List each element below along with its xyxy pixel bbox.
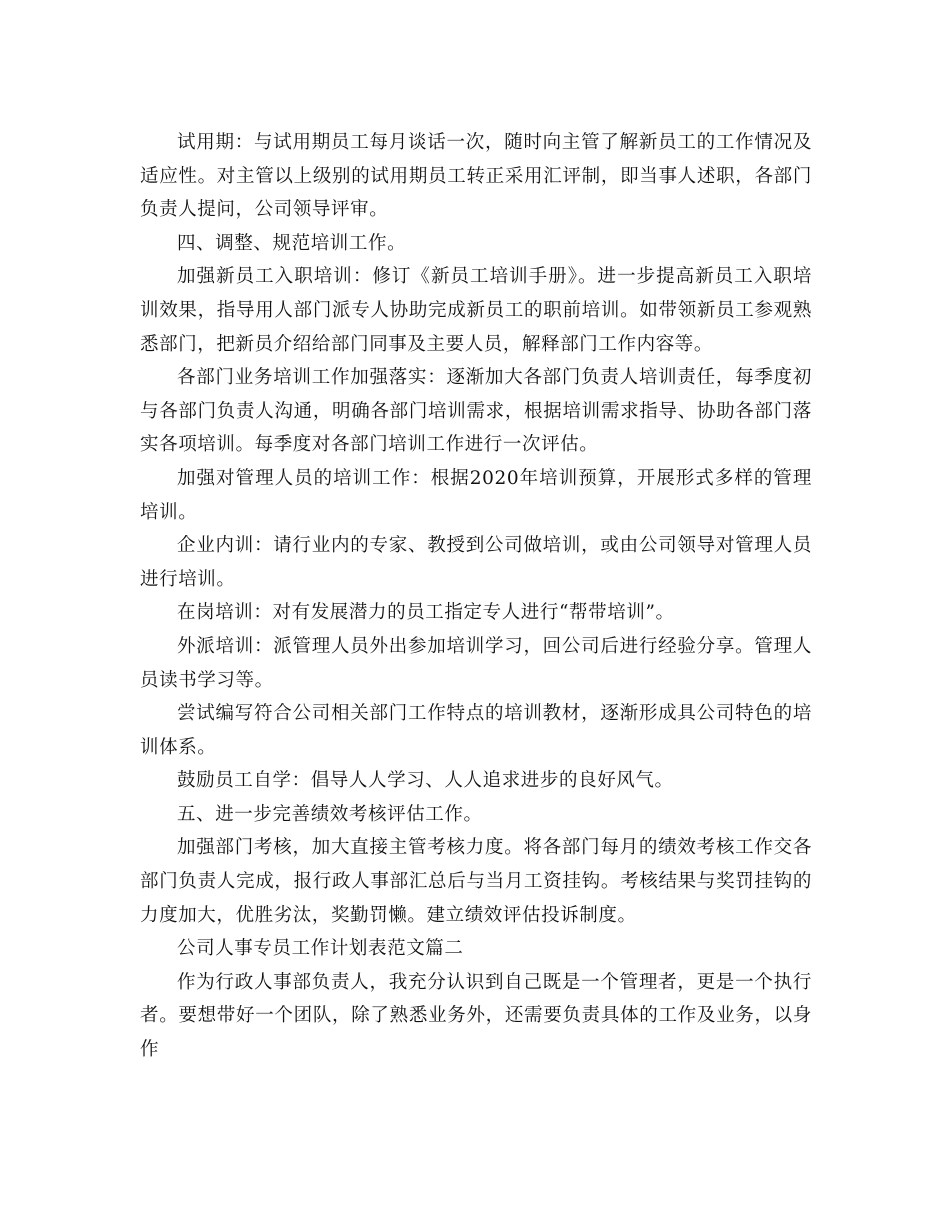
paragraph-external-training: 外派培训：派管理人员外出参加培训学习，回公司后进行经验分享。管理人员读书学习等。 (140, 635, 812, 691)
paragraph-internal-training: 企业内训：请行业内的专家、教授到公司做培训，或由公司领导对管理人员进行培训。 (140, 535, 812, 590)
heading-sample-two: 公司人事专员工作计划表范文篇二 (177, 938, 464, 960)
heading-section-four: 四、调整、规范培训工作。 (177, 232, 407, 254)
paragraph-manager-role: 作为行政人事部负责人，我充分认识到自己既是一个管理者，更是一个执行者。要想带好一个团队，除了熟悉业务外，还需要负责具体的工作及业务，以身作 (140, 971, 812, 1061)
paragraph-manager-training: 加强对管理人员的培训工作：根据2020年培训预算，开展形式多样的管理培训。 (140, 467, 812, 523)
paragraph-probation: 试用期：与试用期员工每月谈话一次，随时向主管了解新员工的工作情况及适应性。对主管以上级别的试用期员工转正采用汇评制，即当事人述职，各部门负责人提问，公司领导评审。 (140, 132, 812, 221)
paragraph-on-the-job-training: 在岗培训：对有发展潜力的员工指定专人进行“帮带培训”。 (177, 602, 675, 624)
heading-section-five: 五、进一步完善绩效考核评估工作。 (177, 803, 483, 825)
paragraph-new-employee-training: 加强新员工入职培训：修订《新员工培训手册》。进一步提高新员工入职培训效果，指导用人部门派专人协助完成新员工的职前培训。如带领新员工参观熟悉部门，把新员介绍给部门同事及主要人员，解释部门工作内容等。 (140, 266, 812, 355)
document-body (140, 126, 812, 1067)
paragraph-training-materials: 尝试编写符合公司相关部门工作特点的培训教材，逐渐形成具公司特色的培训体系。 (140, 703, 812, 758)
paragraph-self-study: 鼓励员工自学：倡导人人学习、人人追求进步的良好风气。 (177, 770, 674, 792)
paragraph-performance-review: 加强部门考核，加大直接主管考核力度。将各部门每月的绩效考核工作交各部门负责人完成，报行政人事部汇总后与当月工资挂钩。考核结果与奖罚挂钩的力度加大，优胜劣汰，奖勤罚懒。建立绩效评估投诉制度。 (140, 837, 812, 926)
paragraph-department-training: 各部门业务培训工作加强落实：逐渐加大各部门负责人培训责任，每季度初与各部门负责人沟通，明确各部门培训需求，根据培训需求指导、协助各部门落实各项培训。每季度对各部门培训工作进行一次评估。 (140, 367, 812, 456)
